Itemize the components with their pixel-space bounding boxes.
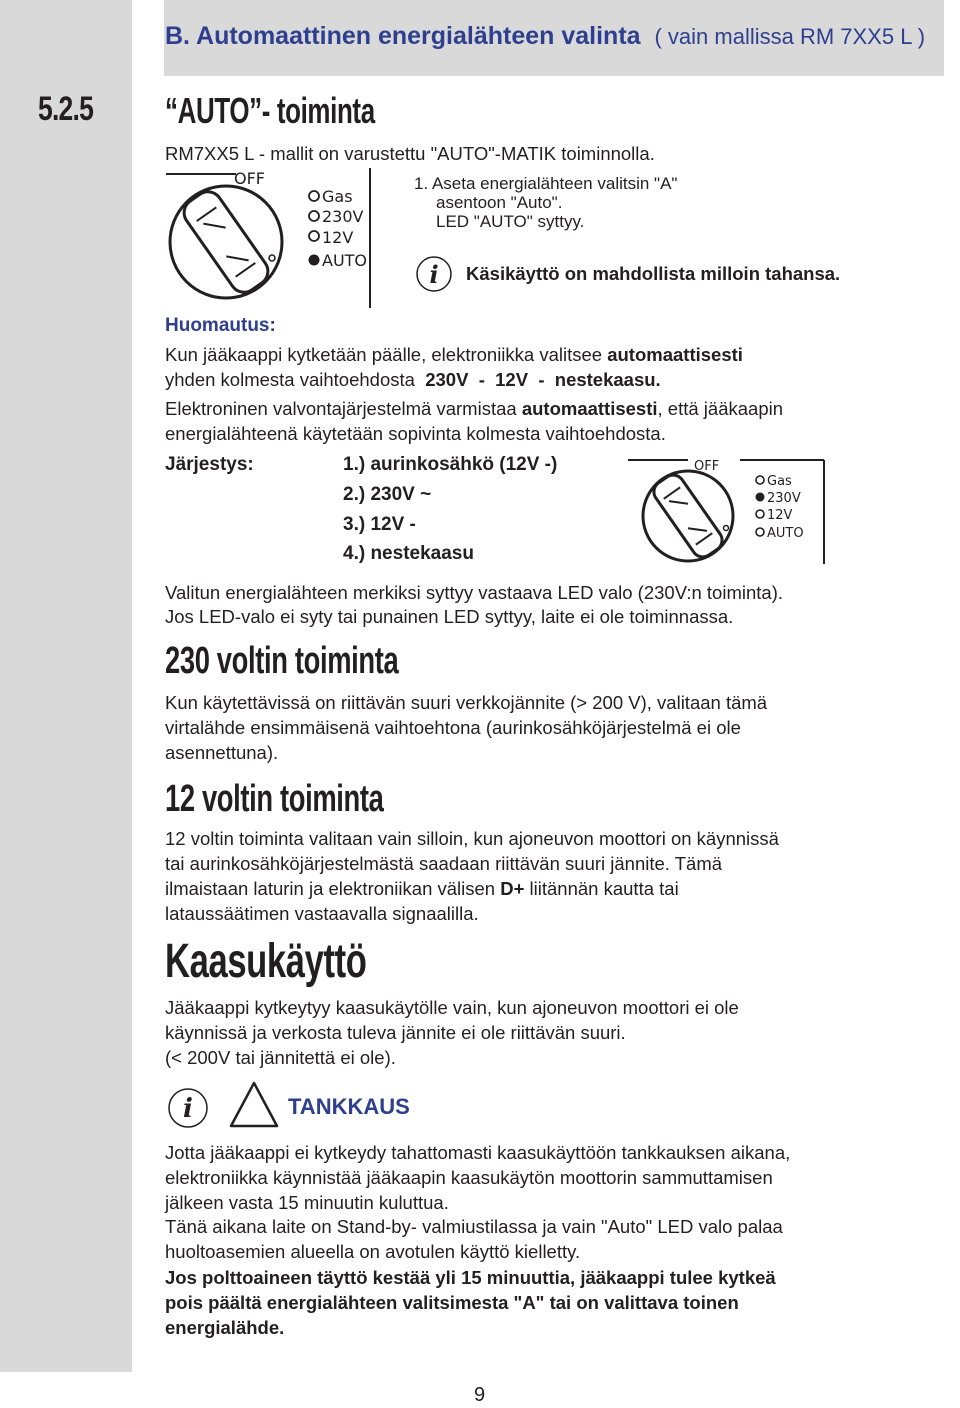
note-paragraph-2-line-2: energialähteenä käytetään sopivinta kolmesta vaihtoehdosta. (165, 423, 666, 444)
order-label: Järjestys: (165, 454, 254, 475)
gas-line-2: käynnissä ja verkosta tuleva jännite ei ole riittävän suuri. (165, 1022, 626, 1043)
refuel-line-1: Jotta jääkaappi ei kytkeydy tahattomasti kaasukäyttöön tankkauksen aikana, (165, 1142, 791, 1163)
info-note: Käsikäyttö on mahdollista milloin tahansa. (466, 263, 841, 284)
refuel-line-5: huoltoasemien alueella on avotulen käyttö kielletty. (165, 1241, 581, 1262)
s12-line-1: 12 voltin toiminta valitaan vain silloin, kun ajoneuvon moottori on käynnissä (165, 828, 779, 849)
note-paragraph-1-line-2 (165, 367, 661, 392)
s12-line-4: lataussäätimen vastaavalla signaalilla. (165, 903, 479, 924)
info-icon (168, 1088, 208, 1128)
note-options: 230V - 12V - nestekaasu. (425, 369, 661, 390)
gas-line-1: Jääkaappi kytkeytyy kaasukäytölle vain, kun ajoneuvon moottori ei ole (165, 997, 739, 1018)
order-item-1: 1.) aurinkosähkö (12V -) (343, 454, 558, 475)
heading-230v: 230 voltin toiminta (165, 640, 399, 682)
note-emphasis: automaattisesti (607, 344, 743, 365)
led-auto-icon (309, 255, 320, 266)
note-text: Elektroninen valvontajärjestelmä varmistaa (165, 398, 517, 419)
order-item-3: 3.) 12V - (343, 514, 416, 535)
warning-triangle-icon (228, 1080, 280, 1130)
led-gas-icon (309, 191, 319, 201)
selector-diagram-auto (166, 168, 376, 308)
option-230v-label: 230V (322, 207, 364, 226)
order-item-4: 4.) nestekaasu (343, 543, 474, 564)
option-auto-label: AUTO (767, 526, 804, 541)
page-number: 9 (474, 1384, 486, 1406)
led-230v-icon (756, 493, 765, 502)
heading-gas: Kaasukäyttö (165, 935, 367, 988)
off-label: OFF (234, 169, 265, 188)
step-instructions (414, 174, 677, 231)
section-number: 5.2.5 (38, 90, 94, 128)
left-margin-bar (0, 0, 132, 1372)
refuel-line-2: elektroniikka käynnistää jääkaapin kaasukäytön moottorin sammuttamisen (165, 1167, 773, 1188)
option-gas-label: Gas (767, 474, 792, 489)
order-item-2: 2.) 230V ~ (343, 484, 432, 505)
option-auto-label: AUTO (322, 251, 368, 270)
header-title (165, 22, 925, 51)
header-title-main: B. Automaattinen energialähteen valinta (165, 22, 641, 50)
off-label: OFF (694, 459, 720, 474)
led-230v-icon (309, 211, 319, 221)
option-12v-label: 12V (322, 228, 354, 247)
note-text: yhden kolmesta vaihtoehdosta (165, 369, 415, 390)
refuel-warning-line-1: Jos polttoaineen täyttö kestää yli 15 minuuttia, jääkaappi tulee kytkeä (165, 1267, 776, 1288)
led-gas-icon (756, 476, 764, 484)
option-12v-label: 12V (767, 508, 793, 523)
option-230v-label: 230V (767, 491, 801, 506)
info-icon (416, 256, 452, 292)
refuel-warning-line-3: energialähde. (165, 1317, 285, 1338)
selector-diagram-230v (628, 456, 828, 568)
option-gas-label: Gas (322, 187, 353, 206)
step-line-1: 1. Aseta energialähteen valitsin "A" (414, 174, 678, 193)
header-subtitle: ( vain mallissa RM 7XX5 L ) (654, 24, 926, 49)
refuel-heading: TANKKAUS (288, 1094, 410, 1119)
svg-text:i: i (429, 260, 439, 289)
s12-line-3 (165, 876, 679, 901)
note-emphasis: automaattisesti (521, 398, 658, 419)
note-text: , että jääkaapin (657, 398, 784, 419)
led-auto-icon (756, 528, 764, 536)
led-text-line-1: Valitun energialähteen merkiksi syttyy vastaava LED valo (230V:n toiminta). (165, 582, 783, 603)
heading-12v: 12 voltin toiminta (165, 778, 384, 820)
s12-line-2: tai aurinkosähköjärjestelmästä saadaan riittävän suuri jännite. Tämä (165, 853, 723, 874)
note-paragraph-1-line-1 (165, 342, 743, 367)
refuel-warning-line-2: pois päältä energialähteen valitsimesta "A" tai on valittava toinen (165, 1292, 739, 1313)
led-12v-icon (309, 231, 319, 241)
section-title: “AUTO”- toiminta (165, 90, 375, 131)
note-text: Kun jääkaappi kytketään päälle, elektroniikka valitsee (165, 344, 603, 365)
s230-line-3: asennettuna). (165, 742, 279, 763)
led-12v-icon (756, 510, 764, 518)
refuel-line-4: Tänä aikana laite on Stand-by- valmiustilassa ja vain "Auto" LED valo palaa (165, 1216, 783, 1237)
s12-text: ilmaistaan laturin ja elektroniikan välisen (165, 878, 496, 899)
s230-line-1: Kun käytettävissä on riittävän suuri verkkojännite (> 200 V), valitaan tämä (165, 692, 768, 713)
svg-text:i: i (183, 1094, 193, 1124)
step-line-3: LED "AUTO" syttyy. (436, 212, 585, 231)
led-text-line-2: Jos LED-valo ei syty tai punainen LED syttyy, laite ei ole toiminnassa. (165, 606, 734, 627)
note-paragraph-2-line-1 (165, 396, 783, 421)
note-heading: Huomautus: (165, 315, 276, 336)
gas-line-3: (< 200V tai jännitettä ei ole). (165, 1047, 396, 1068)
d-plus-label: D+ (500, 878, 525, 899)
s12-text: liitännän kautta tai (529, 878, 679, 899)
step-line-2: asentoon "Auto". (436, 193, 563, 212)
s230-line-2: virtalähde ensimmäisenä vaihtoehtona (aurinkosähköjärjestelmä ei ole (165, 717, 741, 738)
section-intro: RM7XX5 L - mallit on varustettu "AUTO"-MATIK toiminnolla. (165, 143, 655, 164)
refuel-line-3: jälkeen vasta 15 minuutin kuluttua. (165, 1192, 449, 1213)
